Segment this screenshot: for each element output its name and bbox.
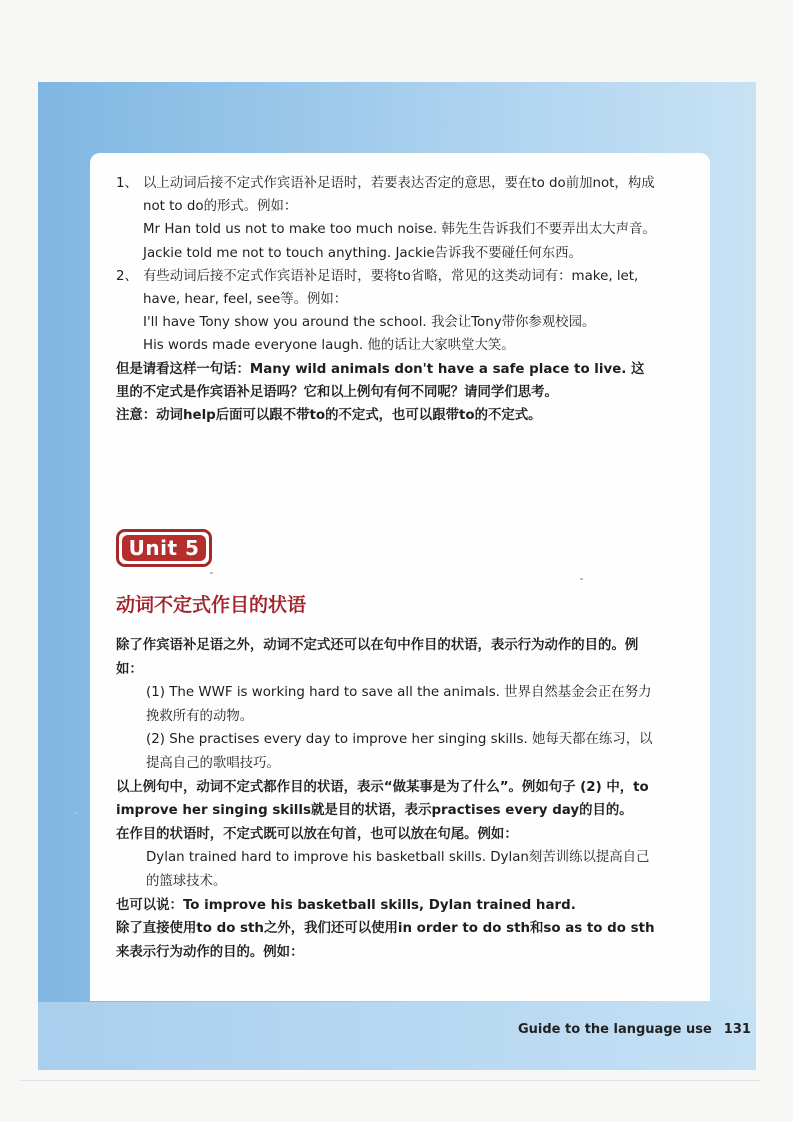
section2 [116, 634, 656, 964]
footer-title: Guide to the language use [518, 1022, 712, 1037]
footer [518, 1022, 751, 1037]
intro-paragraph: 除了作宾语补足语之外，动词不定式还可以在句中作目的状语，表示行为动作的目的。例如： [116, 638, 639, 677]
example-text: The WWF is working hard to save all the animals. 世界自然基金会正在努力挽救所有的动物。 [146, 685, 652, 724]
example-sentence: Mr Han told us not to make too much noise. 韩先生告诉我们不要弄出太大声音。 [143, 222, 656, 238]
question-paragraph: 但是请看这样一句话：Many wild animals don't have a safe place to live. 这里的不定式是作宾语补足语吗？它和以上例句有何不同呢？请同学们思考。 [116, 361, 645, 400]
unit-badge [116, 529, 212, 567]
example-number: (1) [146, 685, 165, 701]
section1 [116, 172, 656, 427]
note-paragraph: 注意：动词help后面可以跟不带to的不定式，也可以跟带to的不定式。 [116, 408, 542, 424]
example-text: She practises every day to improve her singing skills. 她每天都在练习，以提高自己的歌唱技巧。 [146, 732, 653, 771]
section-title: 动词不定式作目的状语 [116, 594, 307, 616]
example-item-1 [116, 681, 656, 728]
list-number: 1、 [116, 176, 138, 191]
example-sentence: I'll have Tony show you around the school. 我会让Tony带你参观校园。 [143, 315, 596, 331]
besides-paragraph: 除了直接使用to do sth之外，我们还可以使用in order to do sth和so as to do sth来表示行为动作的目的。例如： [116, 921, 655, 960]
example-sentence: His words made everyone laugh. 他的话让大家哄堂大笑。 [143, 338, 515, 354]
example-number: (2) [146, 732, 165, 748]
list-number: 2、 [116, 268, 138, 284]
unit-label: Unit 5 [122, 535, 206, 561]
list-item-1 [116, 172, 656, 218]
page-number: 131 [723, 1022, 751, 1037]
dylan-example: Dylan trained hard to improve his basketball skills. Dylan刻苦训练以提高自己的篮球技术。 [146, 850, 650, 889]
example-sentence: Jackie told me not to touch anything. Jackie告诉我不要碰任何东西。 [143, 245, 582, 261]
list-item-2 [116, 265, 656, 311]
page-edge-line [20, 1080, 760, 1081]
speck [580, 578, 583, 580]
position-note: 在作目的状语时，不定式既可以放在句首，也可以放在句尾。例如： [116, 826, 518, 842]
example-item-2 [116, 728, 656, 775]
list-text: 有些动词后接不定式作宾语补足语时，要将to省略，常见的这类动词有：make, let, have, hear, feel, see等。例如： [143, 268, 639, 308]
explain-paragraph: 以上例句中，动词不定式都作目的状语，表示“做某事是为了什么”。例如句子 (2) 中，to improve her singing skills就是目的状语，表示practises every day的目的。 [116, 779, 649, 819]
list-text: 以上动词后接不定式作宾语补足语时，若要表达否定的意思，要在to do前加not，构成not to do的形式。例如： [143, 176, 655, 215]
also-paragraph: 也可以说：To improve his basketball skills, Dylan trained hard. [116, 897, 576, 913]
speck [75, 812, 78, 814]
speck [210, 572, 213, 574]
